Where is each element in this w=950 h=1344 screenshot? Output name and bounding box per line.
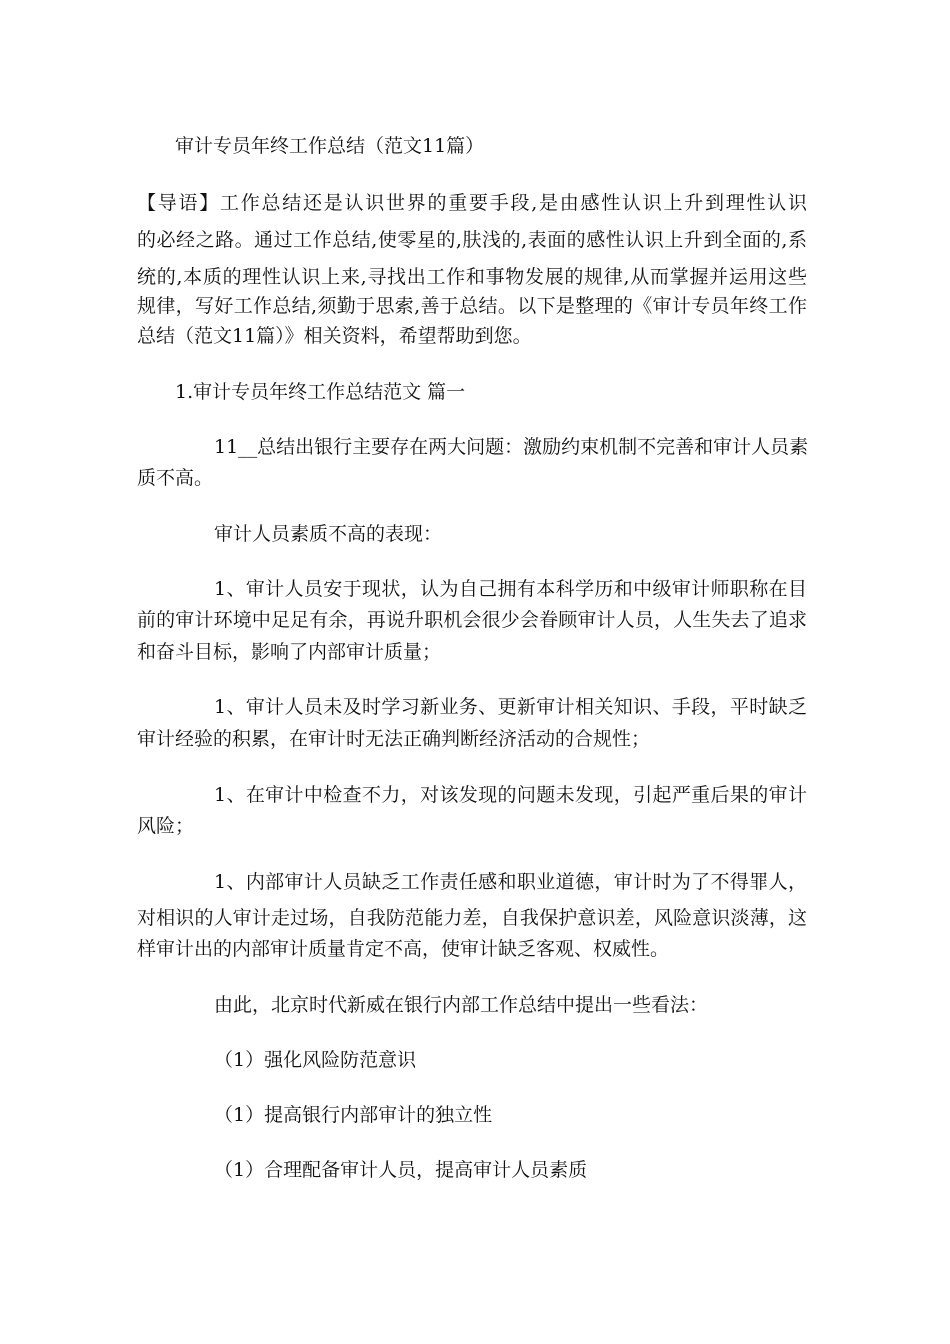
- para4-line-2: 审计经验的积累，在审计时无法正确判断经济活动的合规性；: [137, 728, 651, 750]
- para5-line-1: 1、在审计中检查不力，对该发现的问题未发现，引起严重后果的审计: [214, 784, 807, 806]
- para1-line-2: 质不高。: [137, 467, 214, 489]
- list-item-3: （1）合理配备审计人员，提高审计人员素质: [214, 1159, 588, 1181]
- list-item-2: （1）提高银行内部审计的独立性: [214, 1104, 493, 1126]
- para5-line-2: 风险；: [137, 815, 195, 837]
- para7: 由此，北京时代新威在银行内部工作总结中提出一些看法：: [214, 994, 709, 1016]
- document-title: 审计专员年终工作总结（范文11篇）: [175, 135, 485, 157]
- para3-line-3: 和奋斗目标，影响了内部审计质量；: [137, 641, 442, 663]
- para1-line-1: 11__总结出银行主要存在两大问题：激励约束机制不完善和审计人员素: [214, 436, 809, 458]
- para3-line-2: 前的审计环境中足足有余，再说升职机会很少会眷顾审计人员，人生失去了追求: [137, 609, 807, 631]
- section-heading: 1.审计专员年终工作总结范文 篇一: [175, 381, 466, 403]
- intro-line-2: 的必经之路。通过工作总结,使零星的,肤浅的,表面的感性认识上升到全面的,系: [137, 229, 807, 251]
- para6-line-1: 1、内部审计人员缺乏工作责任感和职业道德，审计时为了不得罪人，: [214, 871, 807, 893]
- intro-line-1: 【导语】工作总结还是认识世界的重要手段,是由感性认识上升到理性认识: [137, 192, 807, 214]
- list-item-1: （1）强化风险防范意识: [214, 1049, 417, 1071]
- para4-line-1: 1、审计人员未及时学习新业务、更新审计相关知识、手段，平时缺乏: [214, 696, 807, 718]
- para2: 审计人员素质不高的表现：: [214, 523, 443, 545]
- para6-line-2: 对相识的人审计走过场，自我防范能力差，自我保护意识差，风险意识淡薄，这: [137, 907, 807, 929]
- intro-line-4: 规律，写好工作总结,须勤于思索,善于总结。以下是整理的《审计专员年终工作: [137, 295, 807, 317]
- para3-line-1: 1、审计人员安于现状，认为自己拥有本科学历和中级审计师职称在目: [214, 578, 807, 600]
- intro-line-5: 总结（范文11篇）》相关资料，希望帮助到您。: [137, 325, 532, 347]
- para6-line-3: 样审计出的内部审计质量肯定不高，使审计缺乏客观、权威性。: [137, 938, 670, 960]
- intro-line-3: 统的,本质的理性认识上来,寻找出工作和事物发展的规律,从而掌握并运用这些: [137, 266, 807, 288]
